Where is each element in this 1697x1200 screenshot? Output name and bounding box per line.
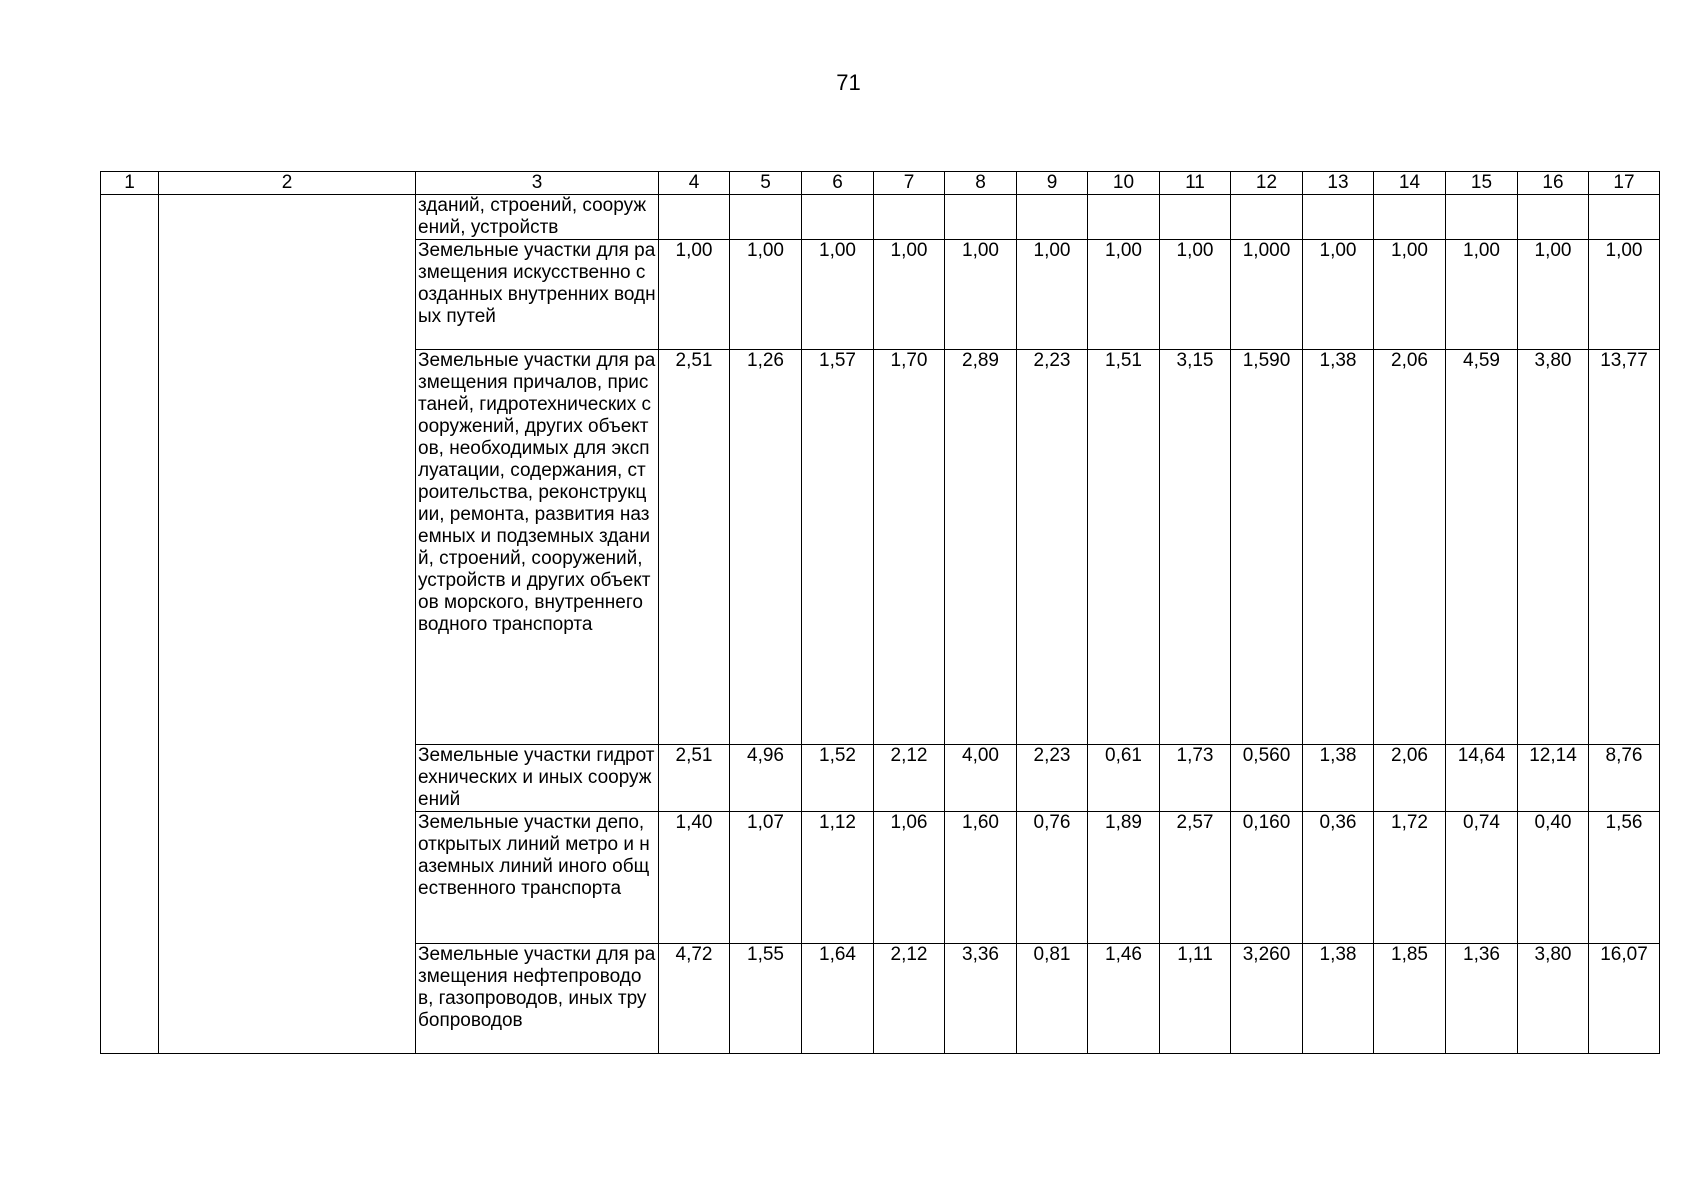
column-header-5: 5	[730, 172, 802, 195]
column-header-15: 15	[1446, 172, 1518, 195]
column-header-13: 13	[1303, 172, 1374, 195]
coefficient-cell: 0,81	[1017, 944, 1088, 1054]
coefficient-cell: 1,00	[874, 240, 945, 350]
coefficient-cell: 2,57	[1160, 812, 1231, 944]
coefficient-cell: 1,60	[945, 812, 1017, 944]
coefficient-cell: 0,560	[1231, 745, 1303, 812]
coefficient-cell	[659, 195, 730, 240]
coefficient-cell	[1303, 195, 1374, 240]
column-2-cell	[159, 195, 416, 1054]
coefficient-cell: 4,59	[1446, 350, 1518, 745]
coefficient-cell: 1,38	[1303, 350, 1374, 745]
column-1-cell	[101, 195, 159, 1054]
coefficient-cell: 1,26	[730, 350, 802, 745]
coefficient-cell: 1,46	[1088, 944, 1160, 1054]
coefficient-cell	[1446, 195, 1518, 240]
coefficient-cell	[945, 195, 1017, 240]
page-number: 71	[836, 70, 861, 95]
column-header-10: 10	[1088, 172, 1160, 195]
coefficient-cell: 1,40	[659, 812, 730, 944]
land-category-cell: Земельные участки для размещения нефтепроводов, газопроводов, иных трубопроводов	[416, 944, 659, 1054]
coefficient-cell	[874, 195, 945, 240]
coefficient-cell: 1,52	[802, 745, 874, 812]
coefficient-cell	[1088, 195, 1160, 240]
coefficient-cell: 0,76	[1017, 812, 1088, 944]
column-header-17: 17	[1589, 172, 1660, 195]
coefficient-cell: 1,38	[1303, 944, 1374, 1054]
coefficient-cell: 4,96	[730, 745, 802, 812]
coefficient-cell: 3,36	[945, 944, 1017, 1054]
coefficient-cell: 1,72	[1374, 812, 1446, 944]
coefficient-cell: 1,00	[1446, 240, 1518, 350]
coefficient-cell: 1,64	[802, 944, 874, 1054]
header-row	[101, 172, 1660, 195]
coefficient-cell: 1,000	[1231, 240, 1303, 350]
land-category-cell: Земельные участки гидротехнических и иных сооружений	[416, 745, 659, 812]
data-table	[100, 171, 1660, 1054]
coefficient-cell: 1,85	[1374, 944, 1446, 1054]
coefficient-cell	[1589, 195, 1660, 240]
coefficient-cell	[1518, 195, 1589, 240]
coefficient-cell: 2,89	[945, 350, 1017, 745]
column-header-8: 8	[945, 172, 1017, 195]
land-category-cell: Земельные участки для размещения причалов, пристаней, гидротехнических сооружений, других объектов, необходимых для эксплуатации, содержания, строительства, реконструкции, ремонта, развития наземных и подземных зданий, строений, сооружений, устройств и других объектов морского, внутреннего водного транспорта	[416, 350, 659, 745]
coefficient-cell: 2,06	[1374, 350, 1446, 745]
coefficient-cell: 1,07	[730, 812, 802, 944]
land-category-cell: Земельные участки депо, открытых линий метро и наземных линий иного общественного транспорта	[416, 812, 659, 944]
coefficient-cell: 1,57	[802, 350, 874, 745]
coefficient-cell: 1,00	[1160, 240, 1231, 350]
coefficient-cell: 1,00	[1303, 240, 1374, 350]
coefficient-cell: 1,70	[874, 350, 945, 745]
coefficient-cell: 2,51	[659, 745, 730, 812]
table-row	[101, 195, 1660, 240]
coefficient-cell: 0,74	[1446, 812, 1518, 944]
coefficient-cell: 1,38	[1303, 745, 1374, 812]
coefficient-cell: 16,07	[1589, 944, 1660, 1054]
coefficient-cell: 0,36	[1303, 812, 1374, 944]
coefficient-cell: 3,15	[1160, 350, 1231, 745]
coefficient-cell: 1,00	[945, 240, 1017, 350]
coefficient-cell: 1,00	[1589, 240, 1660, 350]
coefficient-cell: 3,80	[1518, 350, 1589, 745]
coefficient-cell: 2,12	[874, 944, 945, 1054]
coefficient-cell: 0,61	[1088, 745, 1160, 812]
coefficient-cell: 2,06	[1374, 745, 1446, 812]
column-header-3: 3	[416, 172, 659, 195]
column-header-7: 7	[874, 172, 945, 195]
coefficient-cell: 1,73	[1160, 745, 1231, 812]
coefficient-cell: 1,55	[730, 944, 802, 1054]
coefficient-cell	[1160, 195, 1231, 240]
coefficient-cell: 1,36	[1446, 944, 1518, 1054]
coefficient-cell: 3,260	[1231, 944, 1303, 1054]
column-header-6: 6	[802, 172, 874, 195]
coefficient-cell: 8,76	[1589, 745, 1660, 812]
coefficient-cell: 1,56	[1589, 812, 1660, 944]
coefficient-cell: 0,160	[1231, 812, 1303, 944]
column-header-14: 14	[1374, 172, 1446, 195]
coefficient-cell: 2,23	[1017, 745, 1088, 812]
coefficient-cell: 4,72	[659, 944, 730, 1054]
column-header-9: 9	[1017, 172, 1088, 195]
coefficient-cell: 1,00	[1088, 240, 1160, 350]
coefficient-cell: 4,00	[945, 745, 1017, 812]
coefficient-cell: 1,51	[1088, 350, 1160, 745]
coefficient-cell: 12,14	[1518, 745, 1589, 812]
column-header-12: 12	[1231, 172, 1303, 195]
coefficient-cell: 13,77	[1589, 350, 1660, 745]
coefficient-cell	[730, 195, 802, 240]
coefficient-cell: 1,00	[659, 240, 730, 350]
coefficient-cell	[802, 195, 874, 240]
coefficient-cell: 1,12	[802, 812, 874, 944]
coefficient-cell: 1,00	[730, 240, 802, 350]
coefficient-cell: 1,00	[802, 240, 874, 350]
coefficient-cell: 2,12	[874, 745, 945, 812]
coefficient-cell: 1,00	[1374, 240, 1446, 350]
column-header-4: 4	[659, 172, 730, 195]
table-body	[101, 195, 1660, 1054]
coefficient-cell: 2,51	[659, 350, 730, 745]
coefficient-cell: 14,64	[1446, 745, 1518, 812]
column-header-16: 16	[1518, 172, 1589, 195]
coefficient-cell: 1,590	[1231, 350, 1303, 745]
coefficient-cell	[1017, 195, 1088, 240]
coefficient-cell: 0,40	[1518, 812, 1589, 944]
coefficient-cell	[1374, 195, 1446, 240]
coefficient-cell	[1231, 195, 1303, 240]
coefficient-cell: 1,11	[1160, 944, 1231, 1054]
land-category-cell: зданий, строений, сооружений, устройств	[416, 195, 659, 240]
column-header-1: 1	[101, 172, 159, 195]
land-category-cell: Земельные участки для размещения искусственно созданных внутренних водных путей	[416, 240, 659, 350]
coefficient-cell: 3,80	[1518, 944, 1589, 1054]
coefficient-cell: 1,00	[1518, 240, 1589, 350]
coefficient-cell: 1,00	[1017, 240, 1088, 350]
coefficient-cell: 1,89	[1088, 812, 1160, 944]
coefficient-cell: 1,06	[874, 812, 945, 944]
coefficient-cell: 2,23	[1017, 350, 1088, 745]
column-header-2: 2	[159, 172, 416, 195]
column-header-11: 11	[1160, 172, 1231, 195]
